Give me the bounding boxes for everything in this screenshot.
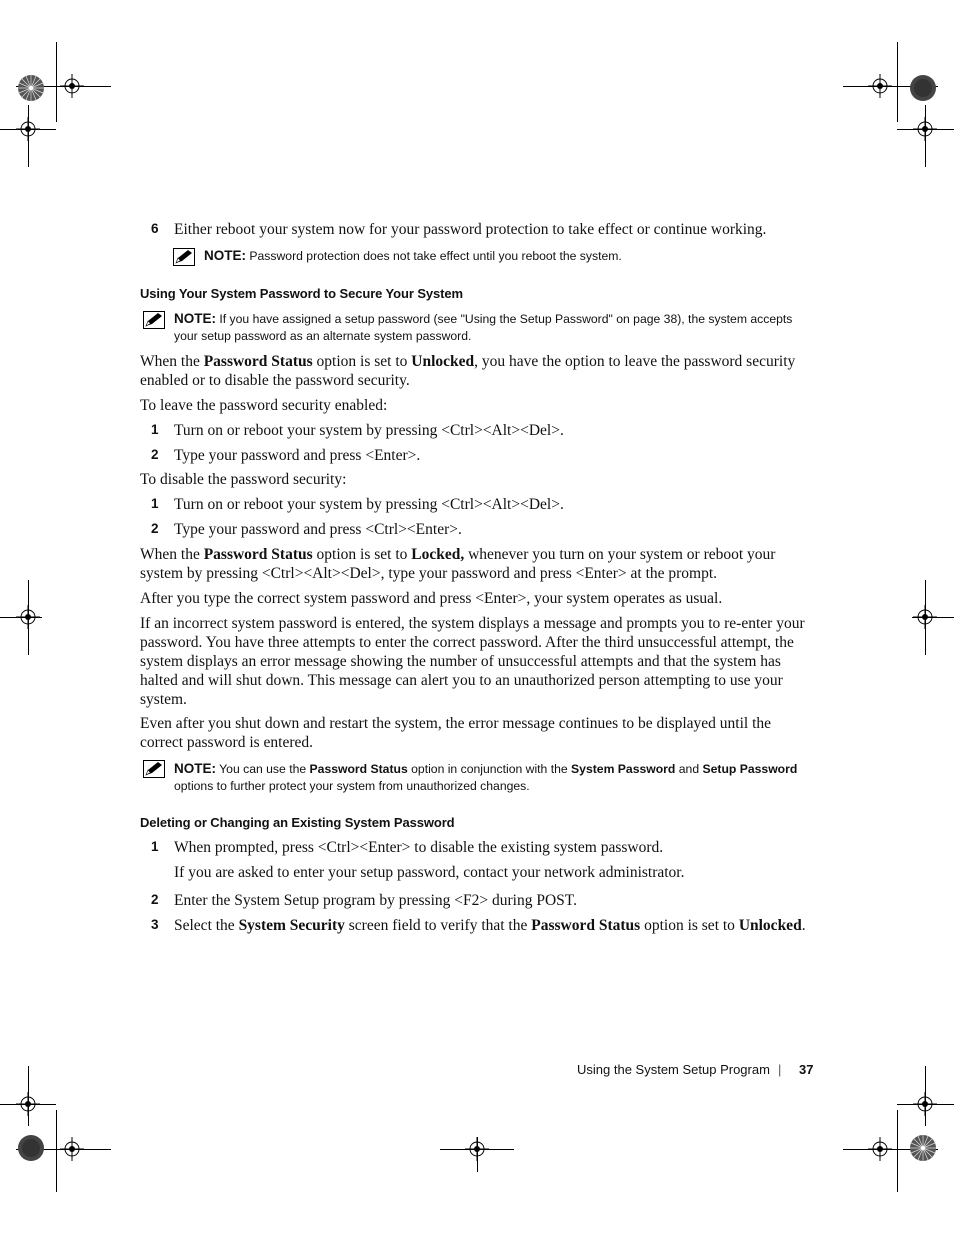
paragraph: To disable the password security: [140, 471, 347, 488]
starburst-wheel-icon [17, 1134, 45, 1162]
bold-term: System Password [571, 762, 676, 776]
footer-section-title: Using the System Setup Program [577, 1062, 770, 1077]
pencil-note-icon [143, 760, 165, 778]
step-text: Turn on or reboot your system by pressing <Ctrl><Alt><Del>. [174, 422, 564, 439]
starburst-wheel-icon [909, 74, 937, 102]
text-run: screen field to verify that the [344, 917, 532, 934]
text-run: , you have the option to leave the password security enabled or to disable the password security. [140, 353, 796, 389]
registration-target-icon [868, 1137, 892, 1161]
section-heading: Deleting or Changing an Existing System Password [140, 815, 455, 830]
step-number: 6 [151, 221, 159, 236]
step-text: Type your password and press <Ctrl><Enter>. [174, 521, 462, 538]
paragraph [140, 545, 815, 583]
registration-target-icon [465, 1137, 489, 1161]
paragraph: Even after you shut down and restart the system, the error message continues to be displayed until the correct password is entered. [140, 715, 772, 751]
pencil-note-icon [143, 311, 165, 329]
text-run: option is set to [312, 546, 412, 563]
bold-term: Locked, [411, 546, 465, 563]
step-number: 1 [151, 422, 159, 437]
step-text: Enter the System Setup program by pressing <F2> during POST. [174, 892, 577, 909]
bold-term: Password Status [531, 917, 641, 934]
step-text: When prompted, press <Ctrl><Enter> to disable the existing system password. [174, 839, 664, 856]
bold-term: System Security [238, 917, 345, 934]
note-body: Password protection does not take effect until you reboot the system. [249, 249, 622, 263]
step-number: 2 [151, 892, 159, 907]
paragraph: If an incorrect system password is entered, the system displays a message and prompts you to re-enter your password. You have three attempts to enter the correct password. After the third unsuccessful attempt, the system displays an error message showing the number of unsuccessful attempts and that the system has halted and will shut down. This message can alert you to an unauthorized person attempting to use your system. [140, 615, 805, 708]
text-run: option is set to [312, 353, 412, 370]
registration-target-icon [60, 74, 84, 98]
footer-separator: | [778, 1062, 782, 1077]
text-run: whenever you turn on your system or reboot your system by pressing <Ctrl><Alt><Del>, type your password and press <Enter> at the prompt. [140, 546, 776, 582]
registration-target-icon [60, 1137, 84, 1161]
bold-term: Setup Password [702, 762, 798, 776]
pencil-note-icon [173, 248, 195, 266]
crop-mark-icon [56, 42, 57, 122]
bold-term: Unlocked [411, 353, 475, 370]
text-run: When the [140, 353, 204, 370]
step-number: 2 [151, 447, 159, 462]
note-label: NOTE: [204, 248, 246, 263]
note-label: NOTE: [174, 761, 216, 776]
section-heading: Using Your System Password to Secure Your System [140, 286, 463, 301]
step-number: 2 [151, 521, 159, 536]
bold-term: Password Status [309, 762, 408, 776]
paragraph [140, 352, 815, 390]
registration-target-icon [868, 74, 892, 98]
crop-mark-icon [897, 42, 898, 122]
bold-term: Password Status [203, 353, 313, 370]
step-number: 1 [151, 839, 159, 854]
bold-term: Unlocked [738, 917, 802, 934]
starburst-wheel-icon [909, 1134, 937, 1162]
text-run: You can use the [219, 762, 310, 776]
step-text: Either reboot your system now for your password protection to take effect or continue working. [174, 221, 767, 238]
registration-target-icon [913, 605, 937, 629]
page-number: 37 [799, 1062, 814, 1077]
step-subtext: If you are asked to enter your setup password, contact your network administrator. [174, 864, 685, 881]
registration-target-icon [16, 117, 40, 141]
text-run: When the [140, 546, 204, 563]
text-run: Select the [174, 917, 239, 934]
note-text [174, 310, 824, 345]
paragraph: After you type the correct system password and press <Enter>, your system operates as usual. [140, 590, 723, 607]
registration-target-icon [16, 1092, 40, 1116]
crop-mark-icon [56, 1110, 57, 1192]
registration-target-icon [16, 605, 40, 629]
text-run: option is set to [640, 917, 739, 934]
registration-target-icon [913, 117, 937, 141]
registration-target-icon [913, 1092, 937, 1116]
note-text [204, 247, 622, 265]
paragraph: To leave the password security enabled: [140, 397, 388, 414]
step-number: 3 [151, 917, 159, 932]
note-body-line2: options to further protect your system from unauthorized changes. [174, 779, 530, 793]
step-number: 1 [151, 496, 159, 511]
note-text [174, 760, 824, 795]
bold-term: Password Status [203, 546, 313, 563]
crop-mark-icon [897, 1110, 898, 1192]
step-text: Type your password and press <Enter>. [174, 447, 421, 464]
text-run: option in conjunction with the [407, 762, 572, 776]
text-run: and [675, 762, 703, 776]
starburst-wheel-icon [17, 74, 45, 102]
note-body-line1: If you have assigned a setup password (see "Using the Setup Password" on page 38), the system accepts [219, 312, 793, 326]
text-run: . [801, 917, 806, 934]
note-body-line2: your setup password as an alternate system password. [174, 329, 472, 343]
step-text: Turn on or reboot your system by pressing <Ctrl><Alt><Del>. [174, 496, 564, 513]
step-text [174, 916, 814, 935]
note-label: NOTE: [174, 311, 216, 326]
